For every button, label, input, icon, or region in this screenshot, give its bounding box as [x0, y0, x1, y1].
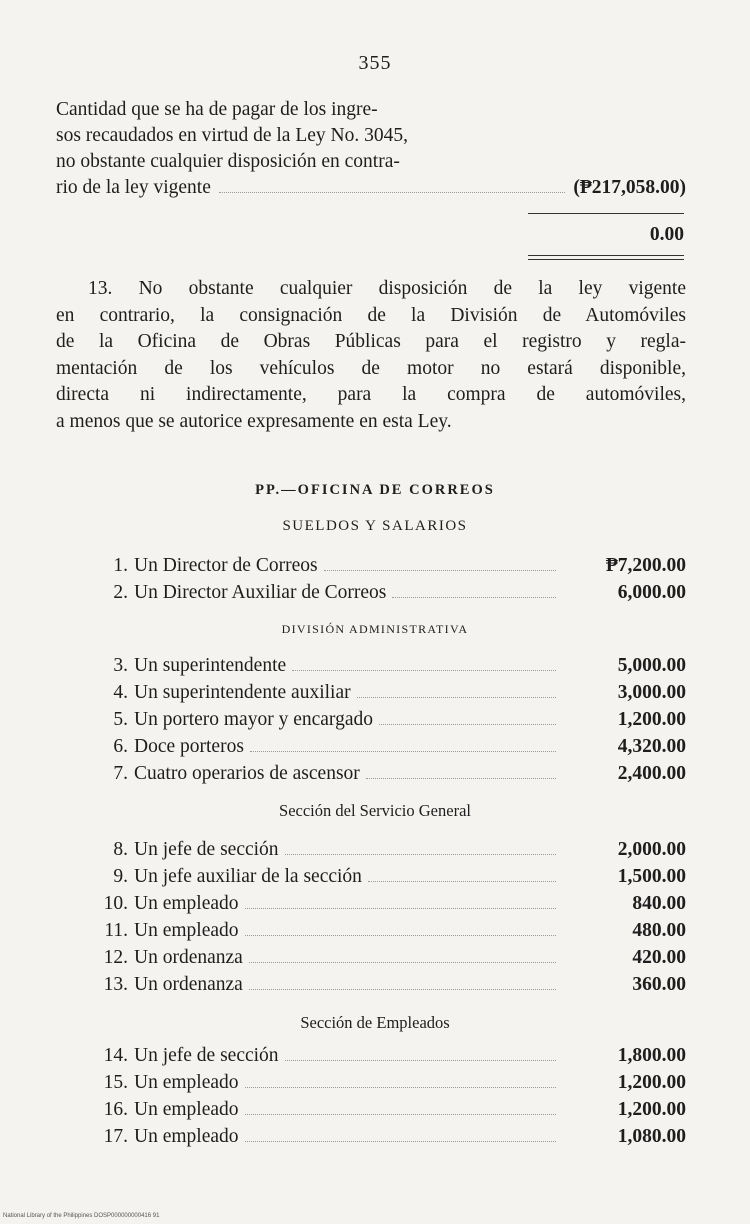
paragraph-line: 13. No obstante cualquier disposición de la ley vigente — [88, 278, 686, 299]
item-label: Un jefe de sección — [134, 839, 279, 860]
item-label: Un jefe auxiliar de la sección — [134, 866, 362, 887]
item-amount: 2,000.00 — [617, 839, 686, 860]
item-label: Un portero mayor y encargado — [134, 709, 373, 730]
dot-leader — [245, 908, 556, 909]
section-heading-division: DIVISIÓN ADMINISTRATIVA — [281, 622, 469, 636]
item-amount: 6,000.00 — [617, 582, 686, 603]
item-number: 14. — [103, 1045, 128, 1066]
salary-item — [88, 836, 686, 863]
sum-rule — [528, 213, 684, 214]
dot-leader — [245, 1141, 556, 1142]
dot-leader — [357, 697, 556, 698]
item-amount: 420.00 — [632, 947, 686, 968]
paragraph-13 — [56, 276, 686, 435]
dot-leader — [219, 192, 565, 193]
item-amount: 4,320.00 — [617, 736, 686, 757]
salary-item — [88, 917, 686, 944]
page-number: 355 — [358, 52, 392, 74]
dot-leader — [324, 570, 556, 571]
salary-item — [88, 733, 686, 760]
item-amount: 1,080.00 — [617, 1126, 686, 1147]
item-number: 12. — [103, 947, 128, 968]
dot-leader — [249, 989, 556, 990]
item-number: 15. — [103, 1072, 128, 1093]
item-number: 1. — [113, 555, 128, 576]
item-label: Un empleado — [134, 1099, 239, 1120]
intro-last-line — [56, 175, 686, 201]
item-amount: 840.00 — [632, 893, 686, 914]
section-heading-general-service: Sección del Servicio General — [279, 801, 471, 820]
item-label: Un ordenanza — [134, 974, 243, 995]
dot-leader — [366, 778, 556, 779]
salary-item — [88, 760, 686, 787]
item-amount: 1,800.00 — [617, 1045, 686, 1066]
paragraph-line: mentación de los vehículos de motor no estará disponible, — [56, 357, 686, 379]
intro-line: no obstante cualquier disposición en contra- — [56, 151, 400, 172]
item-number: 3. — [113, 655, 128, 676]
item-number: 17. — [103, 1126, 128, 1147]
item-label: Doce porteros — [134, 736, 244, 757]
salary-item — [88, 890, 686, 917]
item-amount: 1,200.00 — [617, 1099, 686, 1120]
dot-leader — [285, 1060, 556, 1061]
item-label: Un empleado — [134, 1072, 239, 1093]
item-amount: ₱7,200.00 — [605, 555, 686, 576]
dot-leader — [379, 724, 556, 725]
item-amount: 360.00 — [632, 974, 686, 995]
salary-list-administrative — [88, 652, 686, 787]
item-number: 8. — [113, 839, 128, 860]
paragraph-line: de la Oficina de Obras Públicas para el registro y regla- — [56, 331, 686, 352]
intro-line: sos recaudados en virtud de la Ley No. 3045, — [56, 125, 408, 146]
intro-amount: (₱217,058.00) — [573, 177, 686, 198]
item-label: Un Director Auxiliar de Correos — [134, 582, 387, 603]
double-rule-bottom — [528, 259, 684, 260]
item-amount: 1,200.00 — [617, 709, 686, 730]
item-number: 2. — [113, 582, 128, 603]
salary-item — [88, 1123, 686, 1150]
dot-leader — [250, 751, 556, 752]
dot-leader — [245, 1114, 556, 1115]
item-number: 7. — [113, 763, 128, 784]
item-number: 5. — [113, 709, 128, 730]
item-label: Un jefe de sección — [134, 1045, 279, 1066]
salary-item — [88, 1069, 686, 1096]
item-label: Un Director de Correos — [134, 555, 318, 576]
item-amount: 480.00 — [632, 920, 686, 941]
salary-item — [88, 652, 686, 679]
salary-list-general-service — [88, 836, 686, 998]
item-amount: 3,000.00 — [617, 682, 686, 703]
section-heading-salaries: SUELDOS Y SALARIOS — [282, 518, 468, 534]
item-label: Un superintendente auxiliar — [134, 682, 351, 703]
item-label: Un empleado — [134, 893, 239, 914]
item-amount: 1,200.00 — [617, 1072, 686, 1093]
salary-item — [88, 579, 686, 606]
salary-item — [88, 1042, 686, 1069]
dot-leader — [249, 962, 556, 963]
library-credit: National Library of the Philippines DOSP000000000416 91 — [3, 1213, 160, 1219]
dot-leader — [392, 597, 556, 598]
intro-line: rio de la ley vigente — [56, 177, 211, 198]
salary-item — [88, 552, 686, 579]
salary-item — [88, 679, 686, 706]
intro-total: 0.00 — [649, 224, 684, 245]
item-label: Un superintendente — [134, 655, 287, 676]
section-heading-employees: Sección de Empleados — [300, 1013, 450, 1032]
item-number: 4. — [113, 682, 128, 703]
dot-leader — [368, 881, 556, 882]
salary-item — [88, 1096, 686, 1123]
paragraph-line: a menos que se autorice expresamente en esta Ley. — [56, 410, 452, 432]
dot-leader — [292, 670, 556, 671]
item-label: Cuatro operarios de ascensor — [134, 763, 360, 784]
item-number: 16. — [103, 1099, 128, 1120]
intro-paragraph — [56, 97, 686, 201]
salary-item — [88, 863, 686, 890]
salary-item — [88, 944, 686, 971]
dot-leader — [245, 1087, 556, 1088]
salary-list-employees — [88, 1042, 686, 1150]
item-number: 11. — [104, 920, 128, 941]
salary-list-directors — [88, 552, 686, 606]
section-heading-office: PP.—OFICINA DE CORREOS — [255, 482, 495, 498]
item-amount: 2,400.00 — [617, 763, 686, 784]
item-label: Un empleado — [134, 1126, 239, 1147]
item-amount: 1,500.00 — [617, 866, 686, 887]
item-number: 9. — [113, 866, 128, 887]
item-number: 6. — [113, 736, 128, 757]
dot-leader — [245, 935, 556, 936]
double-rule-top — [528, 255, 684, 256]
item-label: Un ordenanza — [134, 947, 243, 968]
salary-item — [88, 706, 686, 733]
dot-leader — [285, 854, 556, 855]
item-label: Un empleado — [134, 920, 239, 941]
salary-item — [88, 971, 686, 998]
paragraph-line: en contrario, la consignación de la División de Automóviles — [56, 304, 686, 326]
intro-line: Cantidad que se ha de pagar de los ingre- — [56, 99, 378, 120]
paragraph-line: directa ni indirectamente, para la compra de automóviles, — [56, 384, 686, 405]
item-number: 10. — [103, 893, 128, 914]
item-number: 13. — [103, 974, 128, 995]
item-amount: 5,000.00 — [617, 655, 686, 676]
